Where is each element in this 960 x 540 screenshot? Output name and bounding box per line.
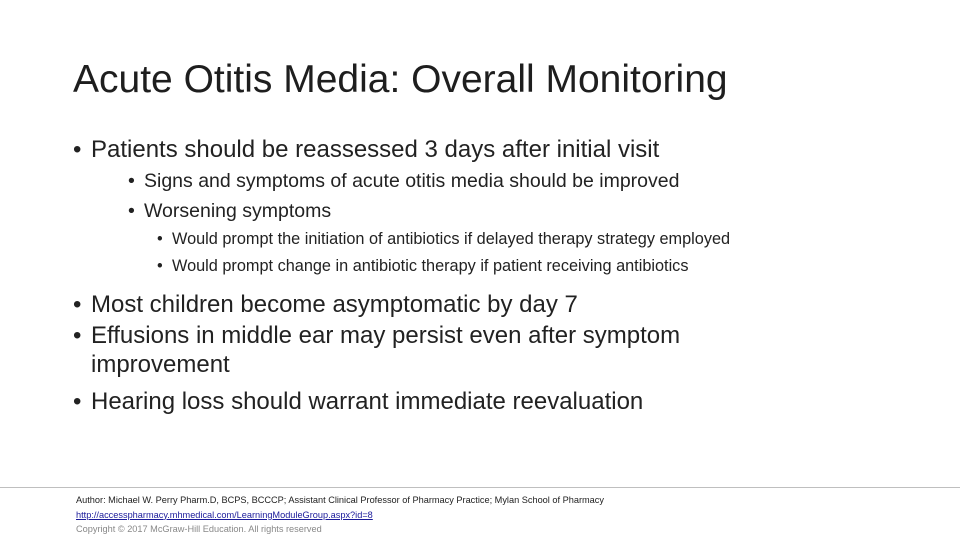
bullet-hearing-loss: • Hearing loss should warrant immediate reevaluation (73, 387, 933, 416)
sub-bullet-signs-improved: • Signs and symptoms of acute otitis media should be improved (128, 166, 933, 196)
footer-copyright: Copyright © 2017 McGraw-Hill Education. All rights reserved (76, 524, 322, 534)
bullet-effusions: • Effusions in middle ear may persist even after symptom improvement (73, 321, 791, 379)
sub-sub-bullet-initiate-antibiotics: • Would prompt the initiation of antibiotics if delayed therapy strategy employed (157, 226, 933, 253)
footer-link[interactable]: http://accesspharmacy.mhmedical.com/LearningModuleGroup.aspx?id=8 (76, 509, 373, 520)
bullet-reassessment: • Patients should be reassessed 3 days after initial visit (73, 135, 933, 164)
footer-author: Author: Michael W. Perry Pharm.D, BCPS, BCCCP; Assistant Clinical Professor of Pharmacy Practice; Mylan School of Pharmacy (76, 495, 604, 505)
footer-divider (0, 487, 960, 488)
bullet-list (73, 135, 933, 416)
sub-bullet-worsening: • Worsening symptoms (128, 196, 933, 226)
sub-sub-bullet-change-antibiotics: • Would prompt change in antibiotic therapy if patient receiving antibiotics (157, 253, 933, 280)
bullet-asymptomatic: • Most children become asymptomatic by day 7 (73, 290, 933, 319)
slide-title: Acute Otitis Media: Overall Monitoring (73, 58, 728, 101)
footer (76, 493, 604, 537)
